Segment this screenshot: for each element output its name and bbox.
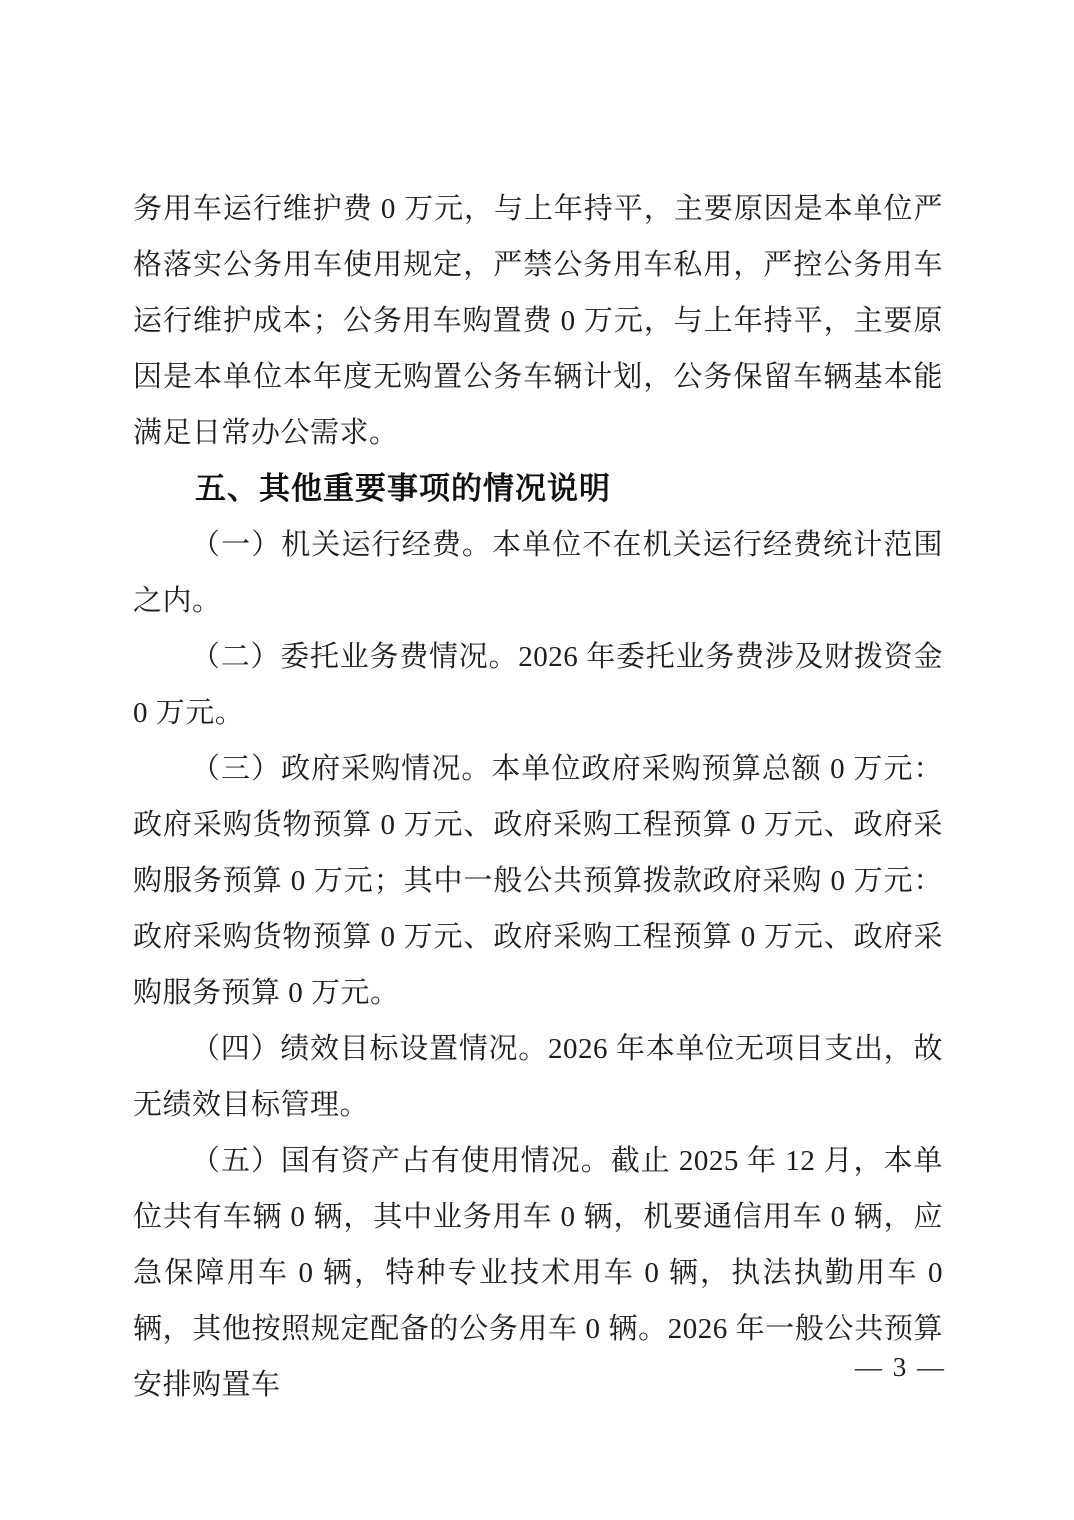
page-number: — 3 — xyxy=(855,1352,946,1382)
paragraph-item-2-entrusted-business-fees: （二）委托业务费情况。2026 年委托业务费涉及财拨资金 0 万元。 xyxy=(133,641,943,729)
paragraph-item-3-government-procurement: （三）政府采购情况。本单位政府采购预算总额 0 万元：政府采购货物预算 0 万元、政府采购工程预算 0 万元、政府采购服务预算 0 万元；其中一般公共预算拨款政府采购 0 万元：政府采购货物预算 0 万元、政府采购工程预算 0 万元、政府采购服务预算 0 万元。 xyxy=(133,753,943,1009)
paragraph-item-1-agency-operating-funds: （一）机关运行经费。本单位不在机关运行经费统计范围之内。 xyxy=(133,529,943,617)
section-heading-other-important-matters: 五、其他重要事项的情况说明 xyxy=(195,471,611,506)
paragraph-item-5-state-assets: （五）国有资产占有使用情况。截止 2025 年 12 月，本单位共有车辆 0 辆，其中业务用车 0 辆，机要通信用车 0 辆，应急保障用车 0 辆，特种专业技术用车 0 辆，执法执勤用车 0 辆，其他按照规定配备的公务用车 0 辆。2026 年一般公共预算安排购置车 xyxy=(133,1145,943,1401)
document-body xyxy=(133,181,943,1413)
paragraph-item-4-performance-targets: （四）绩效目标设置情况。2026 年本单位无项目支出，故无绩效目标管理。 xyxy=(133,1033,943,1121)
paragraph-vehicle-expenses-continuation: 务用车运行维护费 0 万元，与上年持平，主要原因是本单位严格落实公务用车使用规定，严禁公务用车私用，严控公务用车运行维护成本；公务用车购置费 0 万元，与上年持平，主要原因是本单位本年度无购置公务车辆计划，公务保留车辆基本能满足日常办公需求。 xyxy=(133,193,943,449)
